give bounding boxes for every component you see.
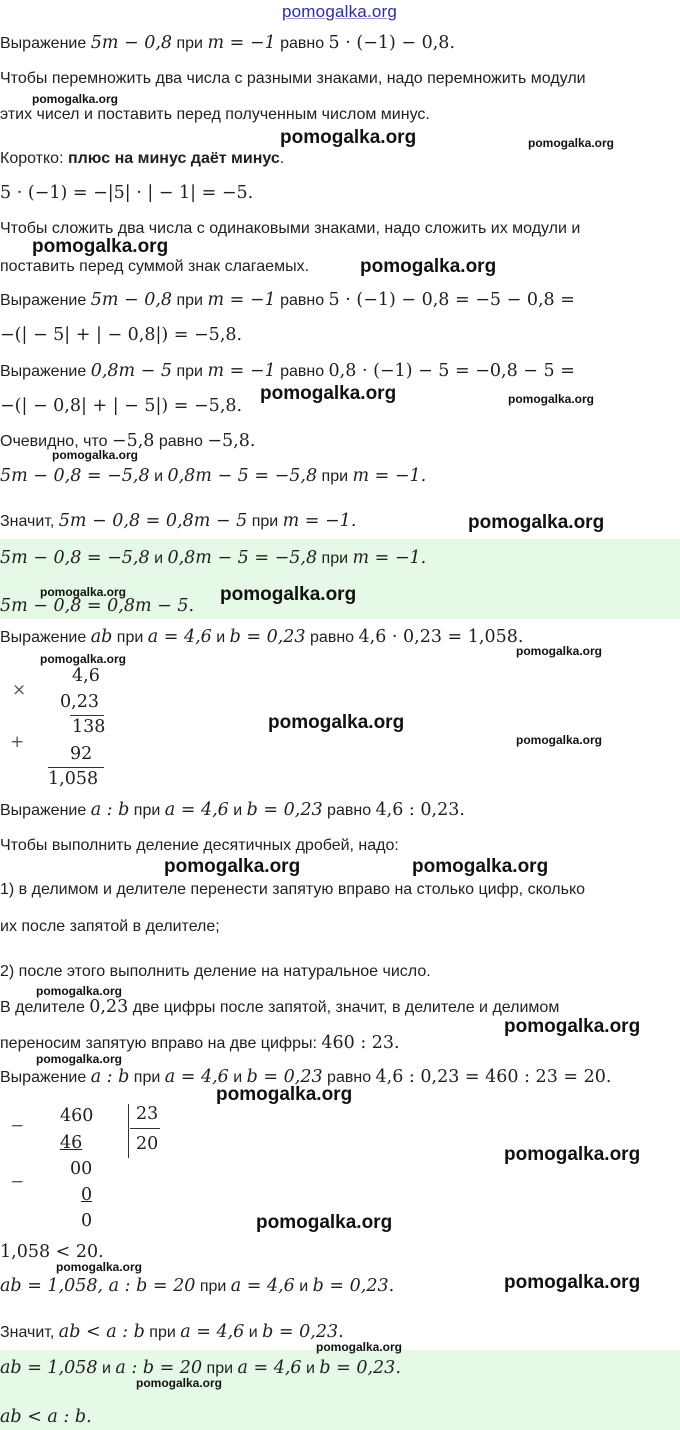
line-7: поставить перед суммой знак слагаемых. bbox=[0, 258, 310, 275]
answer-line-4: ab < a : b. bbox=[0, 1407, 92, 1427]
watermark: pomogalka.org bbox=[516, 644, 603, 658]
watermark: pomogalka.org bbox=[268, 712, 405, 733]
line-19: Чтобы выполнить деление десятичных дробей, надо: bbox=[0, 837, 399, 854]
line-13: 5m − 0,8 = −5,8 и 0,8m − 5 = −5,8 при m = −1. bbox=[0, 466, 427, 486]
watermark: pomogalka.org bbox=[136, 1376, 223, 1390]
division-bar bbox=[128, 1104, 129, 1158]
watermark: pomogalka.org bbox=[504, 1144, 641, 1165]
dividend: 460 bbox=[60, 1106, 94, 1126]
line-18: Выражение a : b при a = 4,6 и b = 0,23 равно 4,6 : 0,23. bbox=[0, 800, 465, 820]
line-3: этих чисел и поставить перед полученным числом минус. bbox=[0, 106, 430, 123]
watermark: pomogalka.org bbox=[40, 652, 127, 666]
line-9: −(| − 5| + | − 0,8|) = −5,8. bbox=[0, 325, 243, 345]
watermark: pomogalka.org bbox=[164, 856, 301, 877]
watermark: pomogalka.org bbox=[516, 733, 603, 747]
minus-sign-2: − bbox=[10, 1172, 25, 1192]
product: 1,058 bbox=[48, 769, 99, 789]
watermark: pomogalka.org bbox=[256, 1212, 393, 1233]
line-5: 5 · (−1) = −|5| · | − 1| = −5. bbox=[0, 183, 254, 203]
line-22: 2) после этого выполнить деление на натуральное число. bbox=[0, 963, 431, 980]
watermark: pomogalka.org bbox=[216, 1084, 353, 1105]
subtrahend-2: 0 bbox=[81, 1185, 93, 1205]
line-14: Значит, 5m − 0,8 = 0,8m − 5 при m = −1. bbox=[0, 511, 357, 531]
line-11: −(| − 0,8| + | − 5|) = −5,8. bbox=[0, 396, 243, 416]
line-6: Чтобы сложить два числа с одинаковыми знаками, надо сложить их модули и bbox=[0, 220, 581, 237]
line-12: Очевидно, что −5,8 равно −5,8. bbox=[0, 431, 256, 451]
line-8: Выражение 5m − 0,8 при m = −1 равно 5 · (−1) − 0,8 = −5 − 0,8 = bbox=[0, 290, 575, 310]
watermark: pomogalka.org bbox=[36, 1052, 123, 1066]
remainder-2: 0 bbox=[81, 1211, 93, 1231]
line-4: Коротко: плюс на минус даёт минус. bbox=[0, 150, 285, 167]
line-10: Выражение 0,8m − 5 при m = −1 равно 0,8 · (−1) − 5 = −0,8 − 5 = bbox=[0, 361, 575, 381]
watermark: pomogalka.org bbox=[468, 512, 605, 533]
watermark: pomogalka.org bbox=[36, 984, 123, 998]
watermark: pomogalka.org bbox=[504, 1016, 641, 1037]
watermark: pomogalka.org bbox=[56, 1260, 143, 1274]
line-2: Чтобы перемножить два числа с разными знаками, надо перемножить модули bbox=[0, 70, 586, 87]
watermark: pomogalka.org bbox=[504, 1272, 641, 1293]
partial-1: 138 bbox=[72, 717, 106, 737]
watermark: pomogalka.org bbox=[360, 256, 497, 277]
minus-sign-1: − bbox=[10, 1116, 25, 1136]
watermark: pomogalka.org bbox=[52, 448, 139, 462]
watermark: pomogalka.org bbox=[280, 127, 417, 148]
watermark: pomogalka.org bbox=[412, 856, 549, 877]
watermark: pomogalka.org bbox=[40, 585, 127, 599]
watermark: pomogalka.org bbox=[316, 1340, 403, 1354]
partial-2: 92 bbox=[70, 744, 93, 764]
factor-1: 4,6 bbox=[72, 666, 100, 686]
mult-line-1 bbox=[70, 715, 104, 716]
line-26: 1,058 < 20. bbox=[0, 1242, 104, 1262]
answer-line-1: 5m − 0,8 = −5,8 и 0,8m − 5 = −5,8 при m = −1. bbox=[0, 548, 427, 568]
line-27: ab = 1,058, a : b = 20 при a = 4,6 и b = 0,23. bbox=[0, 1276, 395, 1296]
line-20: 1) в делимом и делителе перенести запятую вправо на столько цифр, сколько bbox=[0, 881, 586, 898]
divisor: 23 bbox=[136, 1104, 159, 1124]
quotient: 20 bbox=[136, 1134, 159, 1154]
remainder-1: 00 bbox=[70, 1159, 93, 1179]
watermark: pomogalka.org bbox=[260, 383, 397, 404]
answer-line-2: 5m − 0,8 = 0,8m − 5. bbox=[0, 596, 195, 616]
plus-sign: + bbox=[10, 732, 25, 752]
line-23: В делителе 0,23 две цифры после запятой, значит, в делителе и делимом bbox=[0, 997, 560, 1017]
factor-2: 0,23 bbox=[60, 692, 99, 712]
subtrahend-1: 46 bbox=[60, 1133, 83, 1153]
line-24: переносим запятую вправо на две цифры: 460 : 23. bbox=[0, 1033, 400, 1053]
line-17: Выражение ab при a = 4,6 и b = 0,23 равно 4,6 · 0,23 = 1,058. bbox=[0, 627, 524, 647]
watermark: pomogalka.org bbox=[220, 584, 357, 605]
watermark: pomogalka.org bbox=[508, 392, 595, 406]
answer-line-3: ab = 1,058 и a : b = 20 при a = 4,6 и b = 0,23. bbox=[0, 1358, 401, 1378]
line-1: Выражение 5m − 0,8 при m = −1 равно 5 · (−1) − 0,8. bbox=[0, 33, 456, 53]
watermark: pomogalka.org bbox=[32, 236, 169, 257]
watermark-top: pomogalka.org bbox=[282, 2, 398, 21]
divisor-line bbox=[130, 1128, 160, 1129]
times-sign: × bbox=[12, 680, 27, 700]
line-25: Выражение a : b при a = 4,6 и b = 0,23 равно 4,6 : 0,23 = 460 : 23 = 20. bbox=[0, 1067, 612, 1087]
watermark: pomogalka.org bbox=[528, 136, 615, 150]
mult-line-2 bbox=[48, 767, 104, 768]
line-28: Значит, ab < a : b при a = 4,6 и b = 0,23. bbox=[0, 1322, 344, 1342]
line-21: их после запятой в делителе; bbox=[0, 918, 220, 935]
watermark: pomogalka.org bbox=[32, 92, 119, 106]
